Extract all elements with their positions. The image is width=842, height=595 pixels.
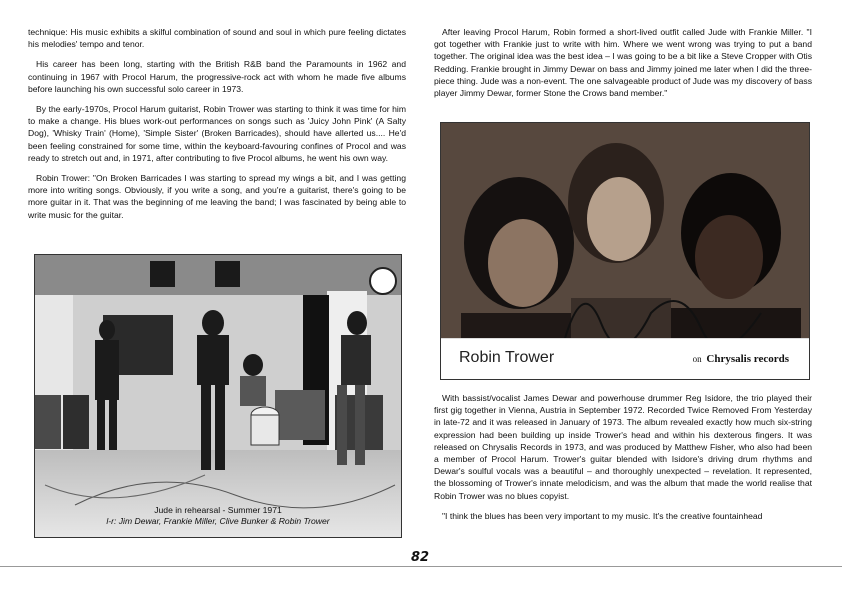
paragraph: By the early-1970s, Procol Harum guitarist, Robin Trower was starting to think it was time for him to make a change. His blues work-out performances on songs such as 'Juicy John Pink' (A Salty Dog), 'Whisky Train' (Home), 'Simple Sister' (Broken Barricades), should have allerted us.... He'd been feeling constrained for some time, within the keyboard-favouring confines of Procol and was ready to stretch out and, in 1971, after contributing to five Procol albums, he went his own way.	[28, 104, 406, 163]
label-prefix: on	[692, 354, 702, 364]
rehearsal-photo-image	[35, 255, 401, 537]
band-promo-photo	[440, 122, 810, 380]
footer-divider	[0, 566, 842, 567]
label-text: Chrysalis records	[706, 353, 789, 365]
photo-caption	[35, 505, 401, 527]
paragraph: After leaving Procol Harum, Robin formed a short-lived outfit called Jude with Frankie Miller. "I got together with Frankie just to write with him. Where we went wrong was trying to put a band together. The original idea was the best idea – I was going to be a bit like a Steve Cropper with Otis Redding. Frankie brought in Jimmy Dewar on bass and Jimmy joined me later when I did the three-piece thing. Jude was a non-event. The one salvageable product of Jude was my discovery of bass player Jimmy Dewar, former Stone the Crows band member."	[434, 27, 812, 99]
paragraph: With bassist/vocalist James Dewar and powerhouse drummer Reg Isidore, the trio played their first gig together in Vienna, Austria in September 1972. Recorded Twice Removed From Yesterday in late-72 and it was released in January of 1973. The album revealed exactly how much six-string expression had been building up inside Trower's head and within his dexterous fingers. It was released on Chrysalis Records in 1973, and was produced by Matthew Fisher, who also had been a member of Procol Harum. Trower's guitar blended with Isidore's driving drum rhythms and Dewar's soulful vocals was a beautiful – and thoroughly unexpected – revelation. It represented, the blossoming of Trower's innate melodicism, and was the album that made the world realise that Robin Trower was no blues copyist.	[434, 393, 812, 501]
caption-title: Jude in rehearsal - Summer 1971	[154, 505, 282, 515]
band-promo-photo-image	[441, 123, 809, 339]
right-text-column-top	[434, 26, 812, 107]
paragraph: Robin Trower: "On Broken Barricades I was starting to spread my wings a bit, and I was getting more into writing songs. Obviously, if you write a song, and you're a guitarist, there's going to be more guitar in it. That was the beginning of me leaving the band; I was fascinated by being able to write music for the guitar.	[28, 173, 406, 220]
band-name: Robin Trower	[459, 349, 555, 366]
rehearsal-photo	[34, 254, 402, 538]
paragraph: "I think the blues has been very important to my music. It's the creative fountainhead	[442, 510, 763, 521]
right-text-column-bottom	[434, 392, 812, 530]
paragraph: technique: His music exhibits a skilful combination of sound and soul in which pure feeling dictates his melodies' tempo and tenor.	[28, 27, 406, 50]
page-number: 82	[410, 550, 430, 565]
caption-credits: l-r: Jim Dewar, Frankie Miller, Clive Bunker & Robin Trower	[106, 516, 330, 526]
left-text-column	[28, 26, 406, 229]
paragraph: His career has been long, starting with the British R&B band the Paramounts in 1962 and continuing in 1967 with Procol Harum, the progressive-rock act with whom he made five albums before launching his own successful solo career in 1973.	[28, 59, 406, 94]
record-label-strip	[441, 338, 809, 379]
record-label-name	[693, 353, 789, 365]
